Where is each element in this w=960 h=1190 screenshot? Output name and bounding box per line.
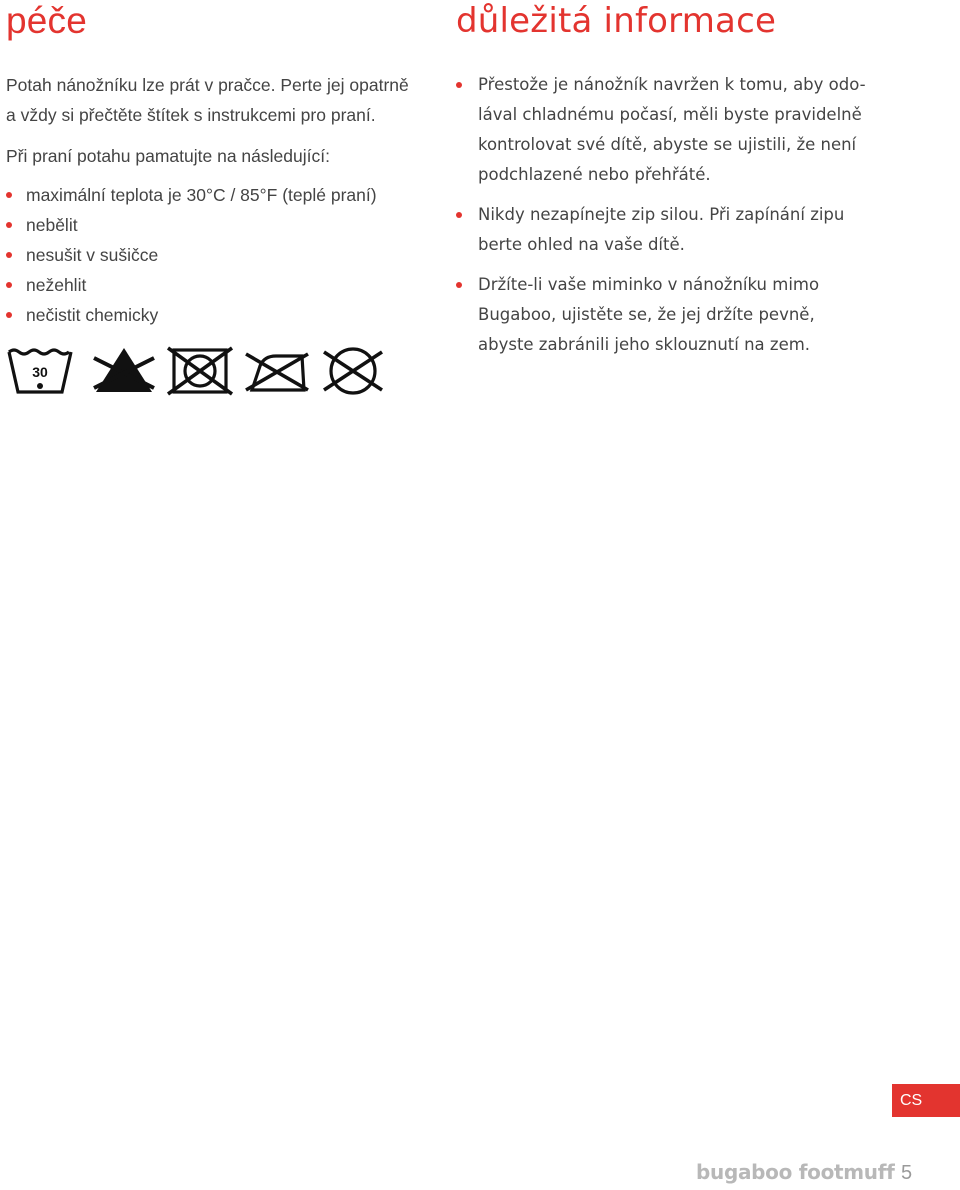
list-item: nesušit v sušičce [6, 240, 377, 270]
list-item: nežehlit [6, 270, 377, 300]
care-section [6, 0, 426, 380]
list-item: nečistit chemicky [6, 300, 377, 330]
bullet-icon [6, 282, 12, 288]
bullet-icon [456, 282, 462, 288]
no-iron-icon [246, 354, 308, 390]
care-lead: Při praní potahu pamatujte na následující: [6, 146, 330, 166]
bullet-icon [456, 212, 462, 218]
wash-temp-label: 30 [32, 364, 48, 380]
bullet-icon [6, 312, 12, 318]
care-intro-line-1: Potah nánožníku lze prát v pračce. Perte jej opatrně [6, 75, 409, 95]
list-item: Přestože je nánožník navržen k tomu, aby odo- lával chladnému počasí, měli byste pravidelně kontrolovat své dítě, abyste se ujistili, že není podchlazené nebo přehřáté. [456, 70, 866, 190]
footer-brand: bugaboo footmuff [696, 1160, 895, 1184]
care-list [6, 180, 377, 330]
important-title: důležitá informace [456, 1, 777, 41]
language-tab [892, 1084, 960, 1117]
no-tumble-dry-icon [168, 348, 232, 394]
bullet-icon [6, 222, 12, 228]
care-title: péče [6, 0, 88, 41]
list-item: Držíte-li vaše miminko v nánožníku mimo Bugaboo, ujistěte se, že jej držíte pevně, abyste zabránili jeho sklouznutí na zem. [456, 270, 866, 360]
no-dry-clean-icon [324, 349, 382, 393]
care-symbols [6, 344, 396, 400]
wash-30-icon [9, 350, 71, 392]
bullet-icon [6, 252, 12, 258]
no-bleach-icon [94, 348, 154, 392]
list-item: Nikdy nezapínejte zip silou. Při zapínání zipu berte ohled na vaše dítě. [456, 200, 866, 260]
bullet-icon [456, 82, 462, 88]
bullet-icon [6, 192, 12, 198]
care-intro [6, 70, 409, 130]
list-item: maximální teplota je 30°C / 85°F (teplé praní) [6, 180, 377, 210]
care-intro-line-2: a vždy si přečtěte štítek s instrukcemi pro praní. [6, 105, 376, 125]
list-item: nebělit [6, 210, 377, 240]
important-list [456, 70, 866, 370]
language-label: CS [900, 1092, 923, 1109]
page-number: 5 [901, 1162, 913, 1184]
important-section [456, 0, 926, 354]
